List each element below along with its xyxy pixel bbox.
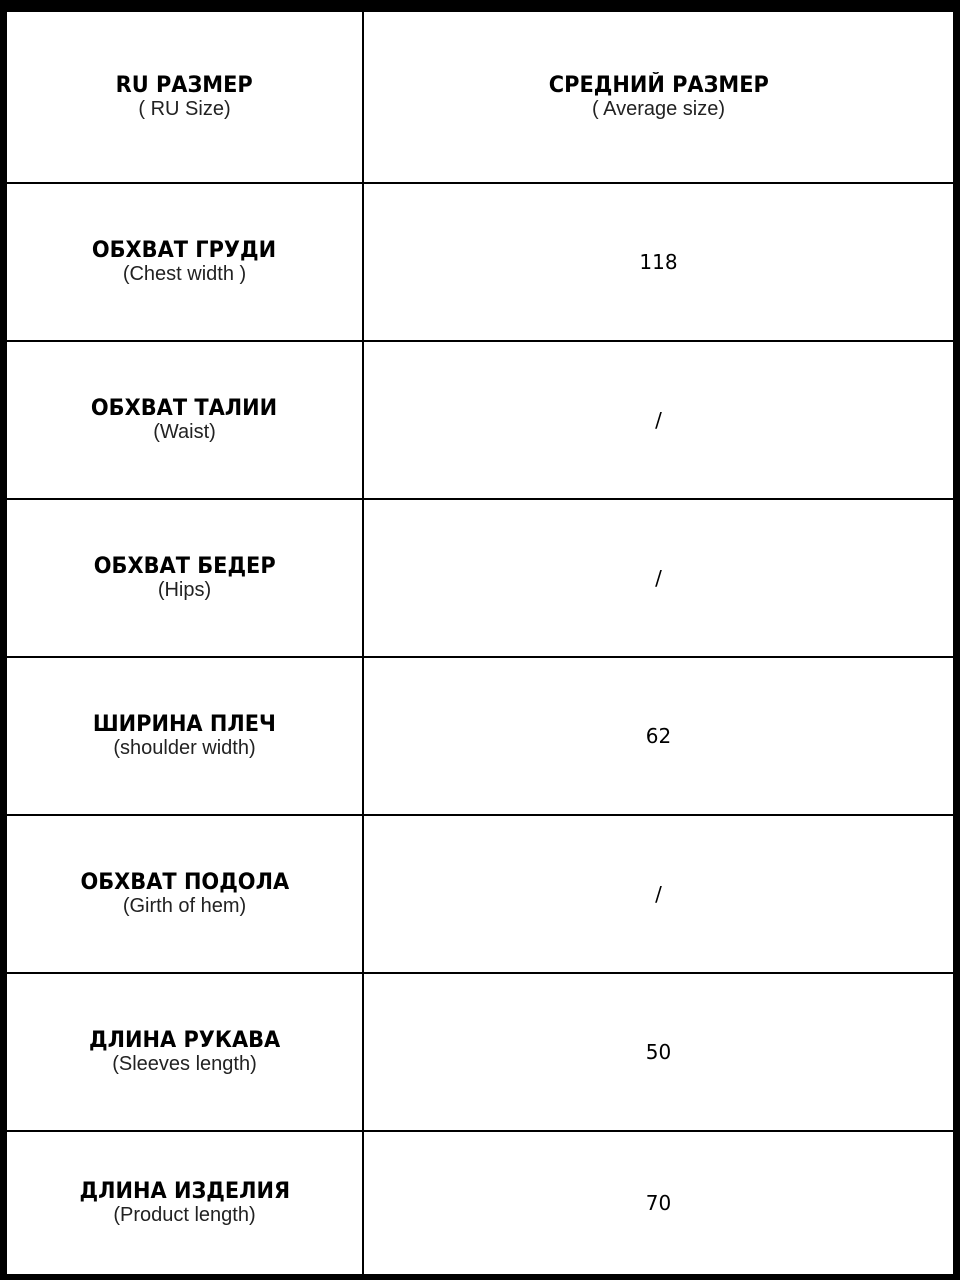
- row-value: 62: [645, 724, 672, 748]
- row-label-waist: [7, 342, 362, 498]
- row-title: ОБХВАТ БЕДЕР: [93, 554, 276, 579]
- row-value-hips: [364, 500, 953, 656]
- header-right-subtitle: ( Average size): [591, 98, 726, 120]
- row-subtitle: (Girth of hem): [122, 895, 247, 917]
- row-value-length: [364, 1132, 953, 1274]
- header-right-cell: [364, 12, 953, 182]
- size-chart-table: [7, 12, 953, 1274]
- row-title: ОБХВАТ ГРУДИ: [92, 238, 277, 263]
- header-left-cell: [7, 12, 362, 182]
- row-title: ОБХВАТ ТАЛИИ: [91, 396, 278, 421]
- row-value: /: [655, 408, 662, 432]
- row-title: ДЛИНА РУКАВА: [88, 1028, 281, 1053]
- header-left-subtitle: ( RU Size): [138, 98, 231, 120]
- row-subtitle: (Waist): [153, 421, 216, 443]
- size-chart-frame: [7, 12, 953, 1274]
- row-value: /: [655, 566, 662, 590]
- row-subtitle: (Sleeves length): [112, 1053, 257, 1075]
- row-title: ОБХВАТ ПОДОЛА: [80, 870, 289, 895]
- row-value: /: [655, 882, 662, 906]
- row-label-sleeves: [7, 974, 362, 1130]
- row-value-hem: [364, 816, 953, 972]
- row-label-shoulder: [7, 658, 362, 814]
- header-right-title: СРЕДНИЙ РАЗМЕР: [548, 73, 769, 98]
- row-label-length: [7, 1132, 362, 1274]
- row-value: 118: [639, 250, 678, 274]
- row-label-hem: [7, 816, 362, 972]
- row-subtitle: (Hips): [157, 579, 212, 601]
- row-value-chest: [364, 184, 953, 340]
- row-title: ШИРИНА ПЛЕЧ: [92, 712, 277, 737]
- header-left-title: RU РАЗМЕР: [115, 73, 254, 98]
- row-title: ДЛИНА ИЗДЕЛИЯ: [79, 1179, 290, 1204]
- row-subtitle: (Chest width ): [122, 263, 247, 285]
- row-value-waist: [364, 342, 953, 498]
- row-value: 70: [645, 1191, 672, 1215]
- row-value-sleeves: [364, 974, 953, 1130]
- row-value-shoulder: [364, 658, 953, 814]
- row-label-hips: [7, 500, 362, 656]
- row-label-chest: [7, 184, 362, 340]
- row-value: 50: [645, 1040, 672, 1064]
- row-subtitle: (Product length): [113, 1204, 256, 1226]
- row-subtitle: (shoulder width): [113, 737, 256, 759]
